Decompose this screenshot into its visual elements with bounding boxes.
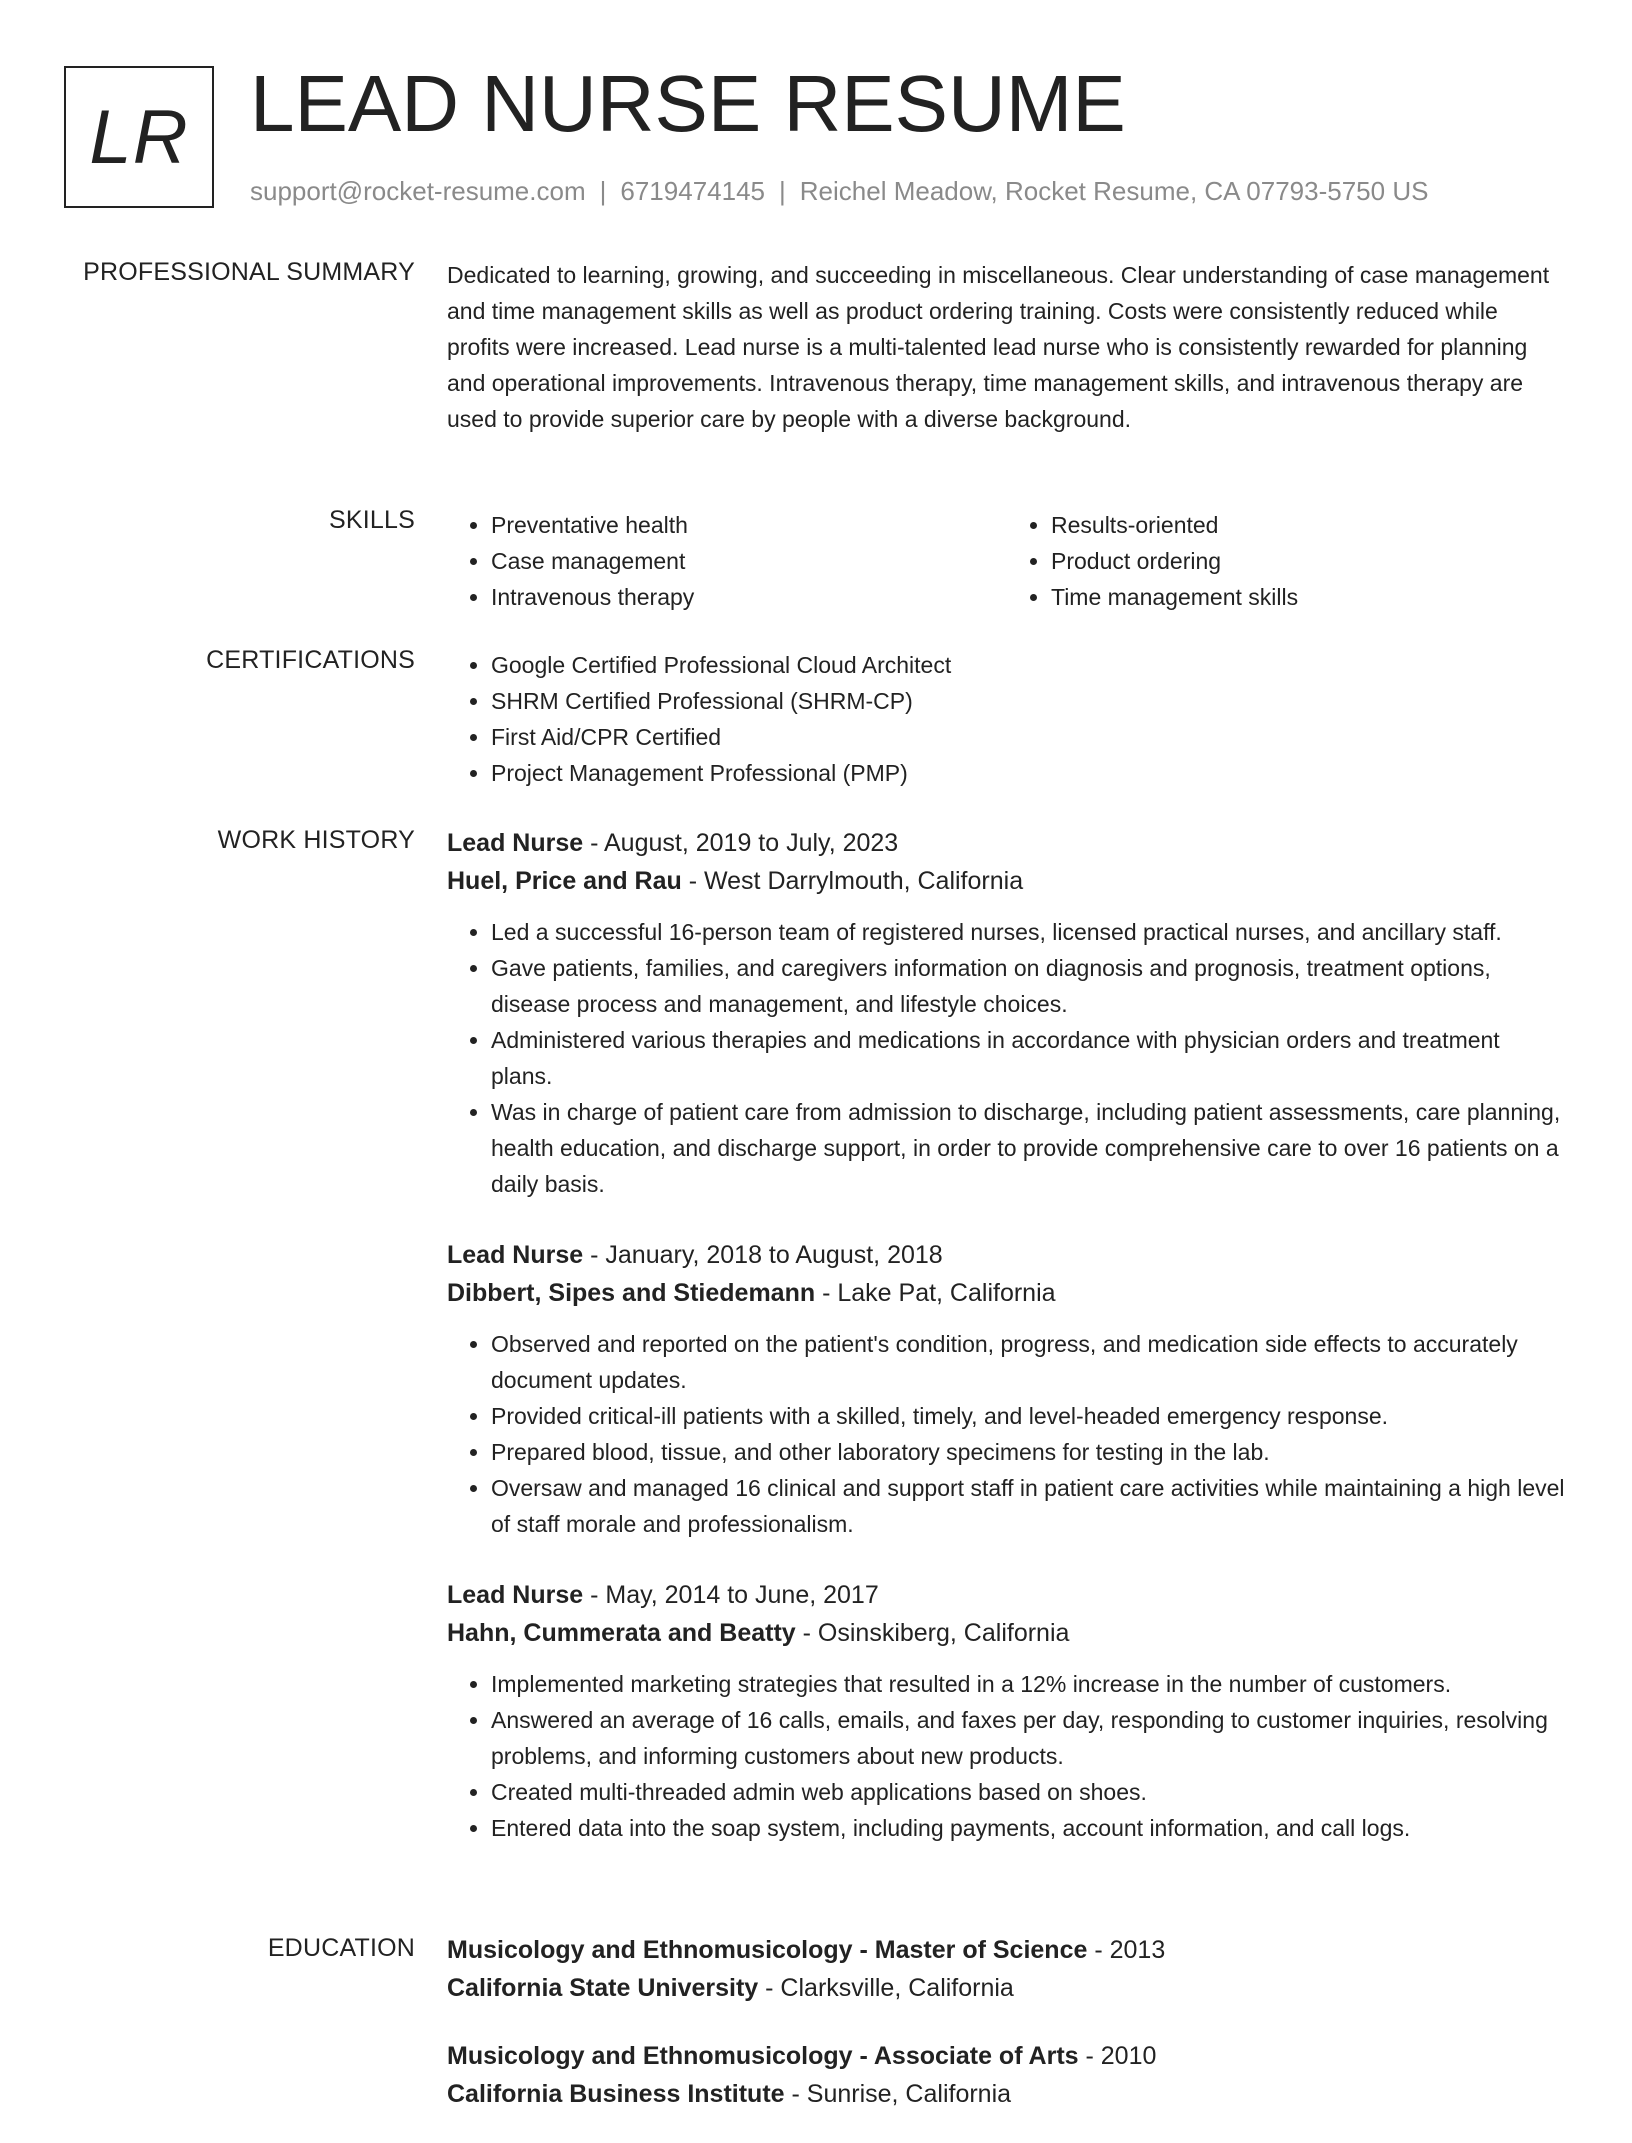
job-title-line <box>447 1576 1567 1614</box>
job-bullets <box>447 914 1567 1202</box>
job-entry <box>447 824 1567 1202</box>
job-bullet: • Entered data into the soap system, including payments, account information, and call logs. <box>491 1810 1567 1846</box>
job-entry <box>447 1236 1567 1542</box>
contact-phone[interactable]: 6719474145 <box>620 176 765 206</box>
job-company: Dibbert, Sipes and Stiedemann <box>447 1279 816 1307</box>
section-label-certifications: CERTIFICATIONS <box>206 646 415 674</box>
contact-line <box>250 174 1428 208</box>
work-history-section <box>447 824 1567 1880</box>
skills-list-col1 <box>447 507 1007 615</box>
job-bullet: • Was in charge of patient care from admission to discharge, including patient assessments, care planning, health education, and discharge support, in order to provide comprehensive care to over 16 patients on a daily basis. <box>491 1094 1567 1202</box>
contact-address: Reichel Meadow, Rocket Resume, CA 07793-5750 US <box>799 176 1429 206</box>
job-role: Lead Nurse <box>447 829 584 857</box>
education-section <box>447 1931 1567 2143</box>
section-label-work-history: WORK HISTORY <box>217 826 415 854</box>
skill-item: • Time management skills <box>1051 579 1567 615</box>
skills-section <box>447 507 1567 615</box>
skill-item: • Case management <box>491 543 1007 579</box>
education-school: California State University <box>447 1974 759 2002</box>
page-title: LEAD NURSE RESUME <box>250 59 1126 148</box>
education-degree: Musicology and Ethnomusicology - Master of Science <box>447 1936 1088 1964</box>
job-dates: - January, 2018 to August, 2018 <box>583 1241 943 1269</box>
job-dates: - May, 2014 to June, 2017 <box>583 1581 879 1609</box>
job-entry <box>447 1576 1567 1846</box>
job-bullet: • Observed and reported on the patient's condition, progress, and medication side effects to accurately document updates. <box>491 1326 1567 1398</box>
education-year: - 2010 <box>1078 2042 1157 2070</box>
summary-section <box>447 257 1557 437</box>
education-year: - 2013 <box>1087 1936 1166 1964</box>
summary-text: Dedicated to learning, growing, and succeeding in miscellaneous. Clear understanding of case management and time management skills as well as product ordering training. Costs were consistently reduced while profits were increased. Lead nurse is a multi-talented lead nurse who is consistently rewarded for planning and operational improvements. Intravenous therapy, time management skills, and intravenous therapy are used to provide superior care by people with a diverse background. <box>447 262 1550 432</box>
education-school-line <box>447 1969 1567 2007</box>
job-bullet: • Gave patients, families, and caregivers information on diagnosis and prognosis, treatment options, disease process and management, and lifestyle choices. <box>491 950 1567 1022</box>
skills-list-col2 <box>1007 507 1567 615</box>
job-title-line <box>447 1236 1567 1274</box>
job-location: - Lake Pat, California <box>815 1279 1056 1307</box>
job-location: - West Darrylmouth, California <box>681 867 1024 895</box>
job-location: - Osinskiberg, California <box>795 1619 1070 1647</box>
job-company-line <box>447 1274 1567 1312</box>
certification-item: • First Aid/CPR Certified <box>491 719 1567 755</box>
job-bullet: • Led a successful 16-person team of registered nurses, licensed practical nurses, and ancillary staff. <box>491 914 1567 950</box>
education-school: California Business Institute <box>447 2080 785 2108</box>
job-bullet: • Administered various therapies and medications in accordance with physician orders and treatment plans. <box>491 1022 1567 1094</box>
certification-item: • Project Management Professional (PMP) <box>491 755 1567 791</box>
job-role: Lead Nurse <box>447 1581 584 1609</box>
contact-separator: | <box>779 176 786 206</box>
job-bullet: • Provided critical-ill patients with a skilled, timely, and level-headed emergency response. <box>491 1398 1567 1434</box>
skill-item: • Intravenous therapy <box>491 579 1007 615</box>
job-bullets <box>447 1326 1567 1542</box>
education-degree-line <box>447 1931 1567 1969</box>
job-company: Hahn, Cummerata and Beatty <box>447 1619 796 1647</box>
job-bullet: • Oversaw and managed 16 clinical and support staff in patient care activities while maintaining a high level of staff morale and professionalism. <box>491 1470 1567 1542</box>
education-school-line <box>447 2075 1567 2113</box>
education-entry <box>447 1931 1567 2007</box>
job-bullet: • Prepared blood, tissue, and other laboratory specimens for testing in the lab. <box>491 1434 1567 1470</box>
section-label-summary: PROFESSIONAL SUMMARY <box>83 258 415 286</box>
certifications-section <box>447 647 1567 791</box>
certification-item: • Google Certified Professional Cloud Architect <box>491 647 1567 683</box>
job-bullet: • Implemented marketing strategies that resulted in a 12% increase in the number of customers. <box>491 1666 1567 1702</box>
education-location: - Sunrise, California <box>784 2080 1012 2108</box>
job-bullet: • Answered an average of 16 calls, emails, and faxes per day, responding to customer inquiries, resolving problems, and informing customers about new products. <box>491 1702 1567 1774</box>
job-company-line <box>447 1614 1567 1652</box>
section-label-skills: SKILLS <box>329 506 415 534</box>
certifications-list <box>447 647 1567 791</box>
education-degree-line <box>447 2037 1567 2075</box>
skill-item: • Product ordering <box>1051 543 1567 579</box>
skill-item: • Preventative health <box>491 507 1007 543</box>
job-company: Huel, Price and Rau <box>447 867 682 895</box>
contact-separator: | <box>599 176 607 206</box>
education-entry <box>447 2037 1567 2113</box>
job-company-line <box>447 862 1567 900</box>
education-location: - Clarksville, California <box>758 1974 1014 2002</box>
job-role: Lead Nurse <box>447 1241 584 1269</box>
certification-item: • SHRM Certified Professional (SHRM-CP) <box>491 683 1567 719</box>
job-title-line <box>447 824 1567 862</box>
monogram-badge: LR <box>64 66 214 208</box>
job-bullet: • Created multi-threaded admin web applications based on shoes. <box>491 1774 1567 1810</box>
job-dates: - August, 2019 to July, 2023 <box>583 829 899 857</box>
education-degree: Musicology and Ethnomusicology - Associate of Arts <box>447 2042 1079 2070</box>
contact-email[interactable]: support@rocket-resume.com <box>250 176 586 206</box>
skill-item: • Results-oriented <box>1051 507 1567 543</box>
section-label-education: EDUCATION <box>267 1934 415 1962</box>
job-bullets <box>447 1666 1567 1846</box>
